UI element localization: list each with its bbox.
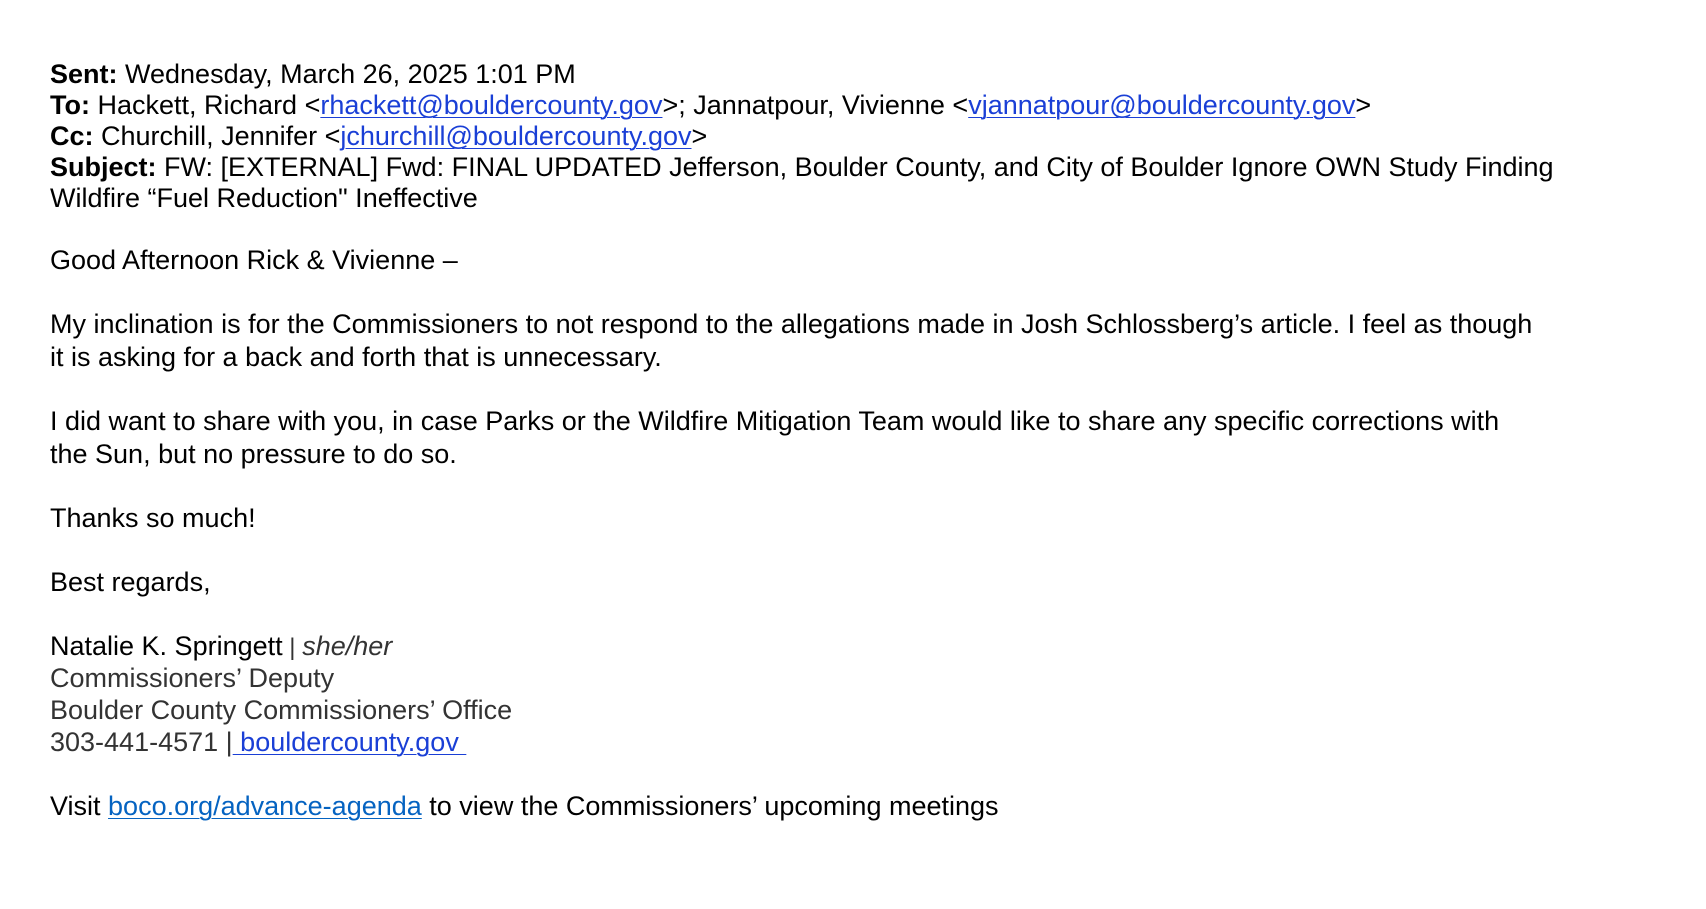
subject-line <box>50 150 1554 184</box>
signature-pipe: | <box>282 634 303 661</box>
signature-name: Natalie K. Springett <box>50 631 283 661</box>
to-separator: >; Jannatpour, Vivienne < <box>662 90 969 120</box>
to-email-2-link[interactable]: vjannatpour@bouldercounty.gov <box>968 90 1356 120</box>
sent-value: Wednesday, March 26, 2025 1:01 PM <box>125 59 576 89</box>
thanks-line: Thanks so much! <box>50 503 256 533</box>
to-label: To: <box>50 90 90 120</box>
to-name-1: Hackett, Richard < <box>97 90 321 120</box>
cc-line <box>50 119 707 153</box>
advance-agenda-link[interactable]: boco.org/advance-agenda <box>108 791 422 821</box>
footer-line <box>50 789 999 823</box>
signature-title: Commissioners’ Deputy <box>50 663 335 693</box>
to-end: > <box>1355 90 1372 120</box>
to-email-1-link[interactable]: rhackett@bouldercounty.gov <box>320 90 663 120</box>
cc-label: Cc: <box>50 121 94 151</box>
signature-phone: 303-441-4571 | <box>50 727 233 757</box>
signature-contact-line <box>50 725 466 759</box>
paragraph-1-line-1: My inclination is for the Commissioners to not respond to the allegations made in Josh Schlossberg’s article. I feel as though <box>50 309 1533 339</box>
signature-pronouns: she/her <box>302 631 393 661</box>
closing-line: Best regards, <box>50 567 211 597</box>
paragraph-2-line-1: I did want to share with you, in case Parks or the Wildfire Mitigation Team would like to share any specific corrections with <box>50 406 1500 436</box>
sent-label: Sent: <box>50 59 118 89</box>
signature-website-link[interactable]: bouldercounty.gov <box>232 727 467 757</box>
footer-rest: to view the Commissioners’ upcoming meetings <box>421 791 999 821</box>
paragraph-2-line-2: the Sun, but no pressure to do so. <box>50 439 457 469</box>
cc-email-link[interactable]: jchurchill@bouldercounty.gov <box>340 121 692 151</box>
cc-name: Churchill, Jennifer < <box>101 121 341 151</box>
signature-name-line <box>50 629 392 665</box>
footer-visit: Visit <box>50 791 109 821</box>
paragraph-1-line-2: it is asking for a back and forth that is unnecessary. <box>50 342 662 372</box>
subject-text-1: FW: [EXTERNAL] Fwd: FINAL UPDATED Jefferson, Boulder County, and City of Boulder Ignore OWN Study Finding <box>164 152 1554 182</box>
subject-label: Subject: <box>50 152 157 182</box>
sent-line <box>50 57 576 91</box>
to-line <box>50 88 1371 122</box>
subject-line-2 <box>50 181 478 215</box>
signature-office: Boulder County Commissioners’ Office <box>50 695 513 725</box>
subject-text-2: Wildfire “Fuel Reduction" Ineffective <box>50 183 478 213</box>
cc-end: > <box>691 121 708 151</box>
greeting: Good Afternoon Rick & Vivienne – <box>50 245 458 275</box>
